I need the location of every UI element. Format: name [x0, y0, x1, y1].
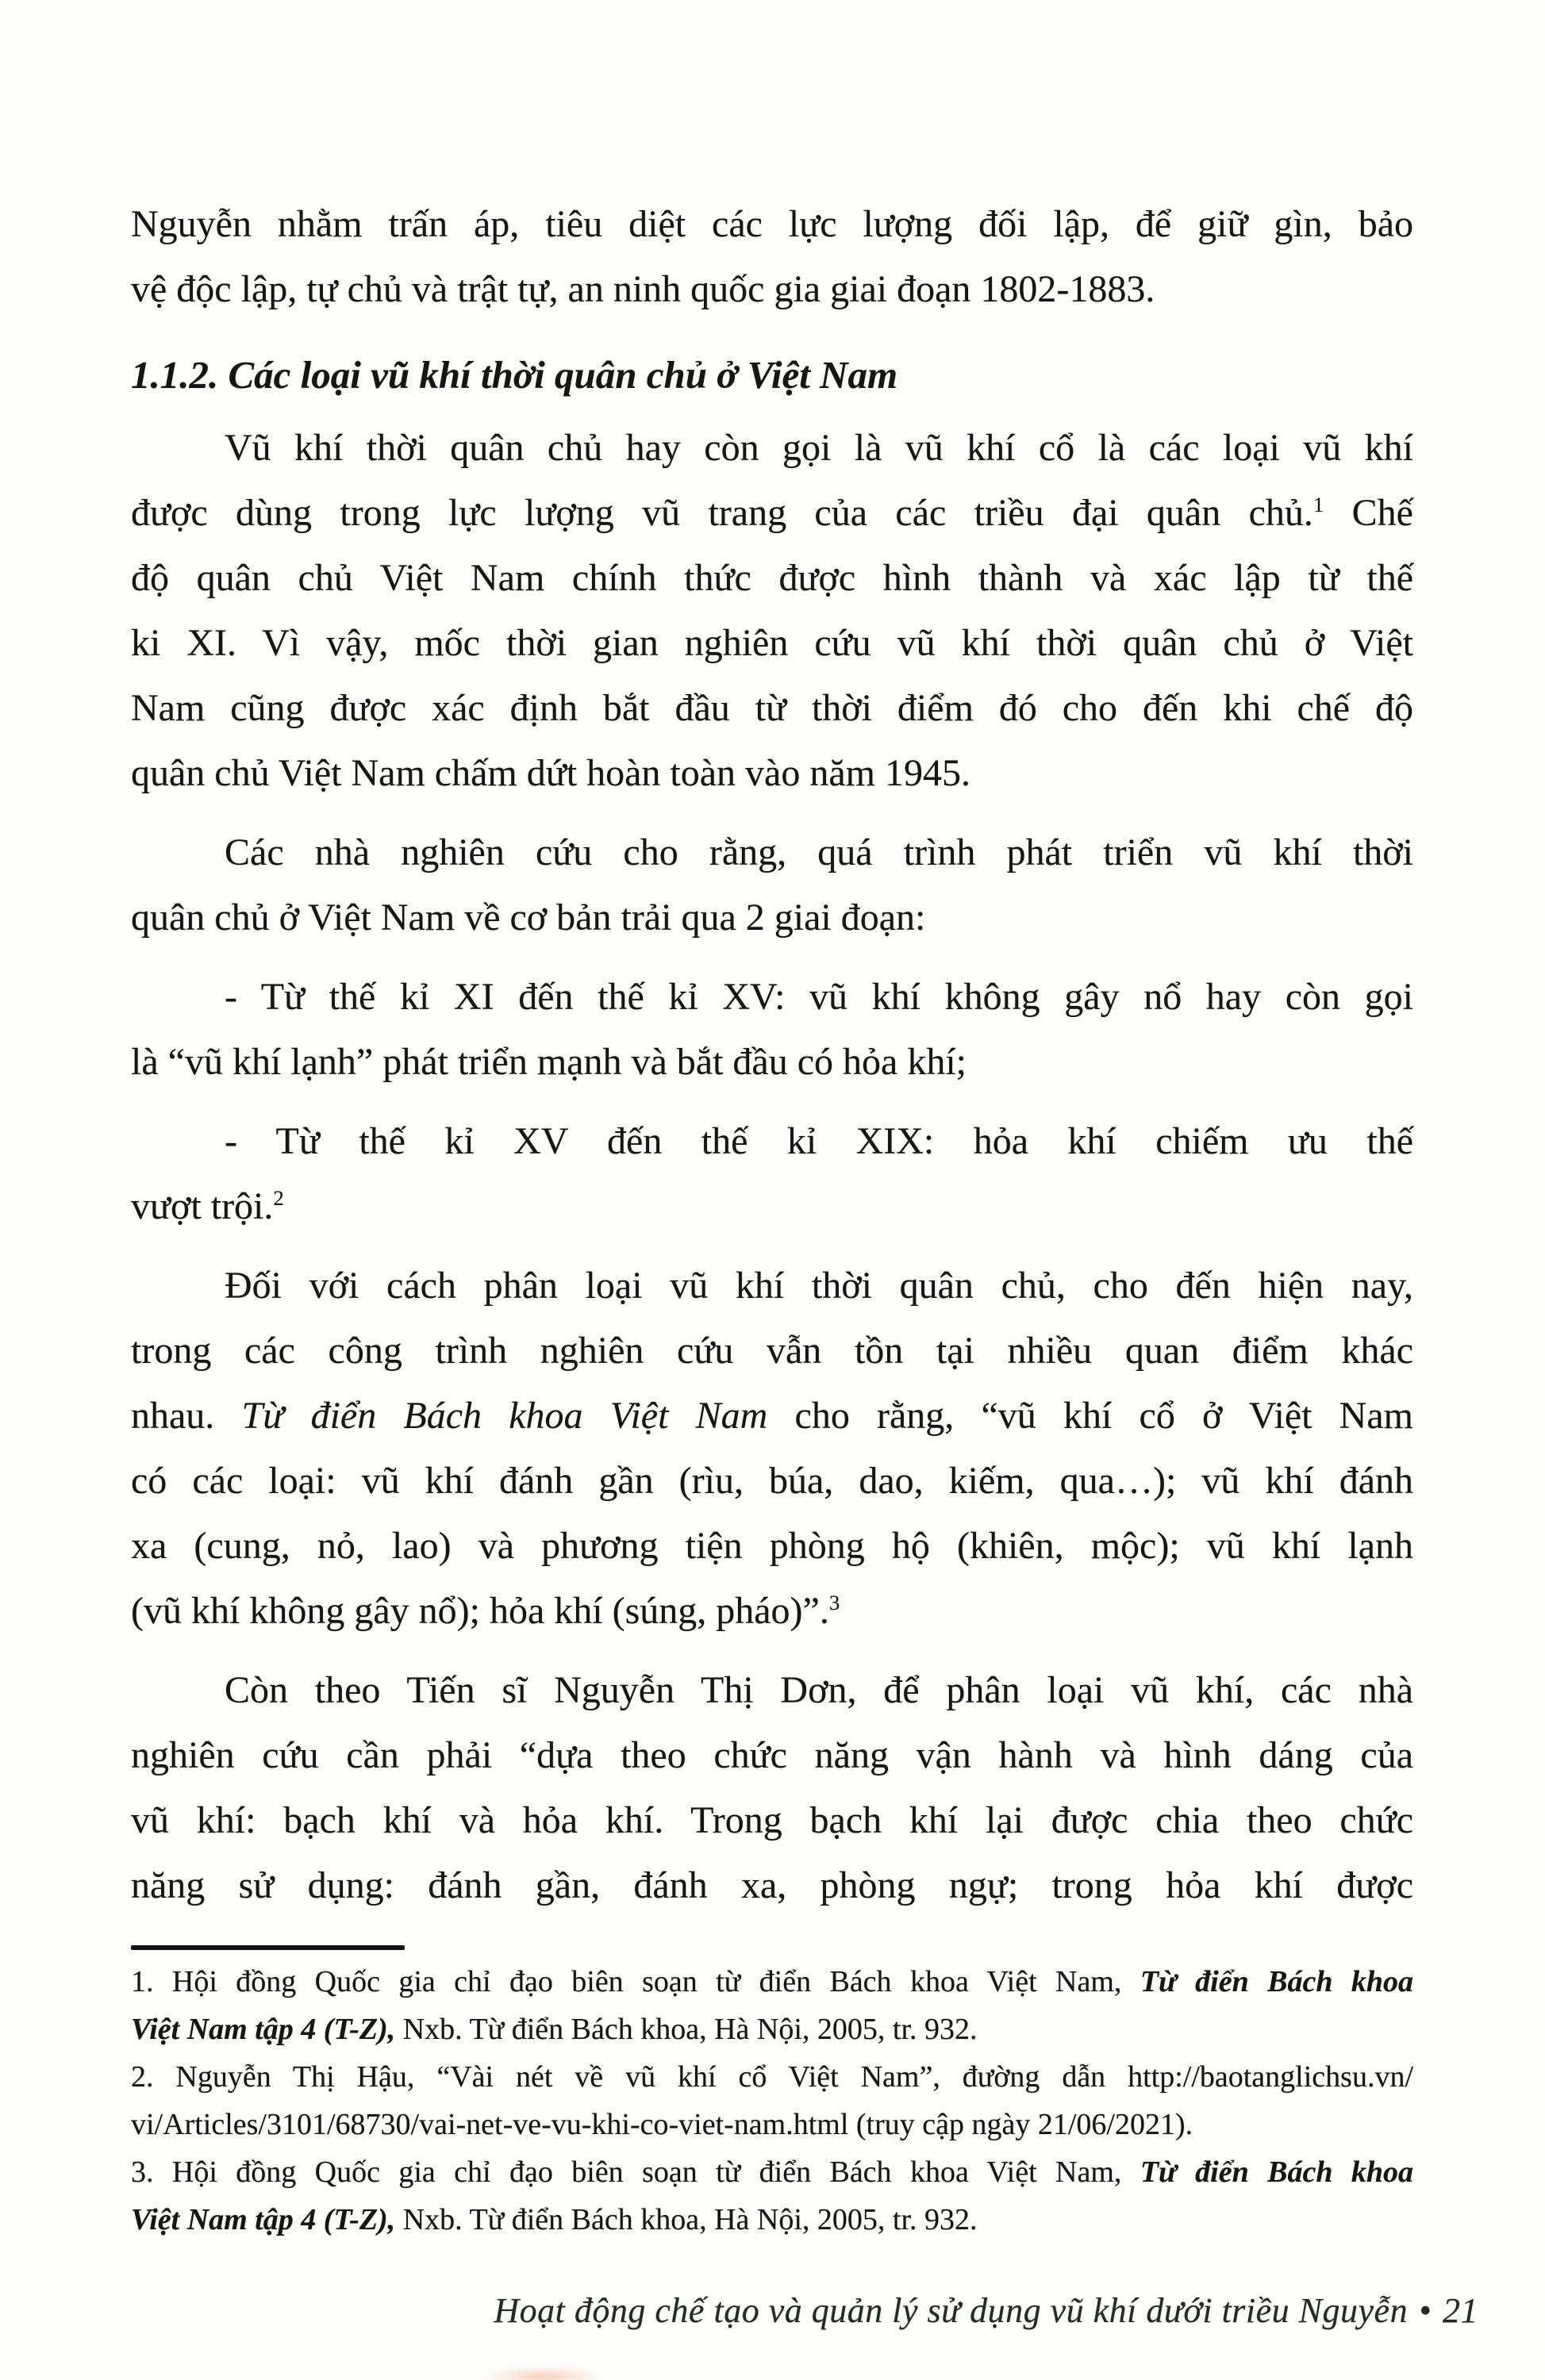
text-segment: xa (cung, nỏ, lao) và phương tiện phòng hộ (khiên, mộc); vũ khí lạnh [131, 1525, 1413, 1567]
text-line [131, 965, 1413, 1030]
text-line [131, 741, 1413, 806]
text-segment: - Từ thế kỉ XV đến thế kỉ XIX: hỏa khí chiếm ưu thế [225, 1120, 1413, 1162]
text-line [131, 1788, 1413, 1853]
text-line [131, 481, 1413, 546]
text-line [131, 676, 1413, 741]
paragraph [131, 416, 1413, 806]
text-segment: Nxb. Từ điển Bách khoa, Hà Nội, 2005, tr. 932. [395, 2013, 978, 2046]
text-segment: 1.1.2. Các loại vũ khí thời quân chủ ở Việt Nam [131, 353, 898, 397]
text-line [131, 2196, 1413, 2244]
text-line [131, 2006, 1413, 2053]
page-number: 21 [1443, 2291, 1478, 2330]
text-segment: Việt Nam tập 4 (T-Z), [131, 2013, 396, 2046]
text-segment: có các loại: vũ khí đánh gần (rìu, búa, dao, kiếm, qua…); vũ khí đánh [131, 1460, 1413, 1502]
text-segment: vũ khí: bạch khí và hỏa khí. Trong bạch khí lại được chia theo chức [131, 1799, 1413, 1841]
page-footer [494, 2290, 1478, 2331]
text-segment: là “vũ khí lạnh” phát triển mạnh và bắt đầu có hỏa khí; [131, 1041, 967, 1083]
text-line [131, 2101, 1413, 2148]
text-segment: ki XI. Vì vậy, mốc thời gian nghiên cứu vũ khí thời quân chủ ở Việt [131, 622, 1413, 664]
body-text [131, 192, 1413, 1918]
text-segment: Vũ khí thời quân chủ hay còn gọi là vũ khí cổ là các loại vũ khí [225, 427, 1413, 469]
text-line [131, 1658, 1413, 1723]
text-line [131, 885, 1413, 950]
text-segment: Nam cũng được xác định bắt đầu từ thời điểm đó cho đến khi chế độ [131, 687, 1413, 729]
paragraph-continuation [131, 192, 1413, 322]
text-line [131, 192, 1413, 257]
footnote [131, 2148, 1413, 2244]
text-segment: 3. Hội đồng Quốc gia chỉ đạo biên soạn từ điển Bách khoa Việt Nam, [131, 2155, 1140, 2189]
text-line [131, 1723, 1413, 1788]
text-segment: năng sử dụng: đánh gần, đánh xa, phòng ngự; trong hỏa khí được [131, 1864, 1413, 1906]
text-segment: (vũ khí không gây nổ); hỏa khí (súng, pháo)”. [131, 1590, 829, 1632]
text-segment: cho rằng, “vũ khí cổ ở Việt Nam [767, 1395, 1413, 1437]
text-line [131, 1449, 1413, 1514]
paragraph [131, 1253, 1413, 1644]
footnote-separator [131, 1945, 405, 1950]
text-segment: 2. Nguyễn Thị Hậu, “Vài nét về vũ khí cổ Việt Nam”, đường dẫn http://baotanglichsu.vn/ [131, 2060, 1413, 2094]
text-line [131, 1253, 1413, 1319]
text-line [131, 1319, 1413, 1384]
page-content [131, 192, 1413, 2244]
text-line [131, 1109, 1413, 1174]
footer-separator: • [1419, 2291, 1432, 2330]
running-title: Hoạt động chế tạo và quản lý sử dụng vũ khí dưới triều Nguyễn [494, 2291, 1409, 2330]
footnote [131, 1958, 1413, 2053]
bullet-paragraph [131, 1109, 1413, 1239]
text-segment: quân chủ ở Việt Nam về cơ bản trải qua 2 giai đoạn: [131, 896, 926, 939]
text-segment: vi/Articles/3101/68730/vai-net-ve-vu-khi-co-viet-nam.html (truy cập ngày 21/06/2021). [131, 2108, 1193, 2141]
text-segment: Còn theo Tiến sĩ Nguyễn Thị Dơn, để phân loại vũ khí, các nhà [225, 1669, 1413, 1711]
footnote-marker: 2 [273, 1186, 284, 1210]
text-line [131, 1579, 1413, 1644]
paragraph [131, 1658, 1413, 1918]
text-line [131, 1030, 1413, 1095]
text-line [131, 1958, 1413, 2006]
text-segment: 1. Hội đồng Quốc gia chỉ đạo biên soạn từ điển Bách khoa Việt Nam, [131, 1965, 1140, 1998]
paragraph [131, 820, 1413, 950]
footnote-marker: 1 [1312, 493, 1324, 516]
text-line [131, 1514, 1413, 1579]
text-line [131, 611, 1413, 676]
text-segment: Từ điển Bách khoa Việt Nam [241, 1395, 768, 1437]
text-line [131, 1384, 1413, 1449]
footnotes [131, 1958, 1413, 2244]
text-segment: quân chủ Việt Nam chấm dứt hoàn toàn vào năm 1945. [131, 752, 970, 794]
footnote [131, 2053, 1413, 2148]
text-segment: Nxb. Từ điển Bách khoa, Hà Nội, 2005, tr. 932. [395, 2203, 978, 2236]
text-segment: Nguyễn nhằm trấn áp, tiêu diệt các lực lượng đối lập, để giữ gìn, bảo [131, 203, 1413, 245]
text-line [131, 2148, 1413, 2196]
text-segment: Việt Nam tập 4 (T-Z), [131, 2203, 396, 2236]
text-line [131, 2053, 1413, 2101]
text-line [131, 1853, 1413, 1918]
text-segment: độ quân chủ Việt Nam chính thức được hình thành và xác lập từ thế [131, 557, 1413, 599]
text-segment: nghiên cứu cần phải “dựa theo chức năng vận hành và hình dáng của [131, 1734, 1413, 1776]
text-line [131, 257, 1413, 322]
text-segment: Các nhà nghiên cứu cho rằng, quá trình phát triển vũ khí thời [225, 831, 1413, 873]
scan-artifact [484, 2366, 603, 2380]
text-segment: vệ độc lập, tự chủ và trật tự, an ninh quốc gia giai đoạn 1802-1883. [131, 268, 1155, 310]
text-segment: trong các công trình nghiên cứu vẫn tồn tại nhiều quan điểm khác [131, 1330, 1413, 1372]
text-segment: Đối với cách phân loại vũ khí thời quân chủ, cho đến hiện nay, [225, 1265, 1413, 1307]
section-heading [131, 343, 1413, 408]
bullet-paragraph [131, 965, 1413, 1095]
text-line [131, 1174, 1413, 1239]
text-segment: nhau. [131, 1395, 242, 1437]
footnote-marker: 3 [828, 1591, 840, 1614]
text-line [131, 546, 1413, 611]
text-line [131, 343, 1413, 408]
text-line [131, 820, 1413, 885]
text-segment: được dùng trong lực lượng vũ trang của các triều đại quân chủ. [131, 492, 1313, 534]
text-segment: Từ điển Bách khoa [1140, 2155, 1413, 2189]
text-segment: - Từ thế kỉ XI đến thế kỉ XV: vũ khí không gây nổ hay còn gọi [225, 976, 1413, 1018]
text-segment: vượt trội. [131, 1185, 274, 1227]
text-segment: Từ điển Bách khoa [1140, 1965, 1413, 1998]
text-segment: Chế [1324, 492, 1413, 534]
text-line [131, 416, 1413, 481]
